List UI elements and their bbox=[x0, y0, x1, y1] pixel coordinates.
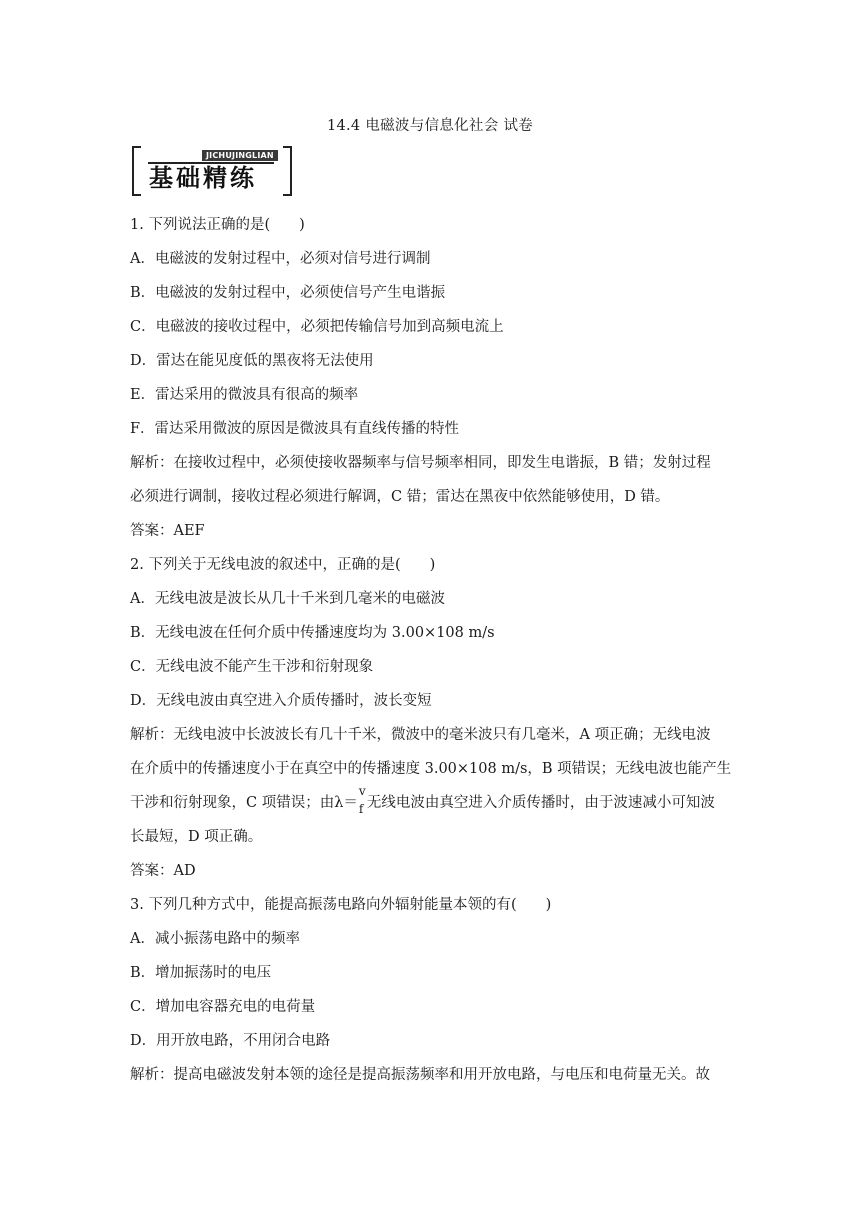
q2-option-d: D．无线电波由真空进入介质传播时，波长变短 bbox=[130, 693, 432, 709]
q3-option-a: A．减小振荡电路中的频率 bbox=[130, 931, 300, 947]
q1-option-d: D．雷达在能见度低的黑夜将无法使用 bbox=[130, 353, 374, 369]
q1-option-b: B．电磁波的发射过程中，必须使信号产生电谐振 bbox=[130, 285, 446, 301]
q2-stem: 2. 下列关于无线电波的叙述中，正确的是( ) bbox=[130, 557, 436, 573]
q1-analysis-line: 必须进行调制，接收过程必须进行解调，C 错；雷达在黑夜中依然能够使用，D 错。 bbox=[130, 489, 670, 505]
document-title: 14.4 电磁波与信息化社会 试卷 bbox=[326, 118, 534, 134]
q1-analysis-line: 解析：在接收过程中，必须使接收器频率与信号频率相同，即发生电谐振，B 错；发射过程 bbox=[130, 455, 711, 471]
q2-analysis-line: 解析：无线电波中长波波长有几十千米，微波中的毫米波只有几毫米，A 项正确；无线电波 bbox=[130, 727, 711, 743]
bracket-left bbox=[132, 146, 141, 196]
q2-answer: 答案：AD bbox=[130, 863, 196, 879]
q3-option-b: B．增加振荡时的电压 bbox=[130, 965, 272, 981]
q2-analysis-text: 干涉和衍射现象，C 项错误；由λ＝ bbox=[130, 795, 358, 811]
q1-option-e: E．雷达采用的微波具有很高的频率 bbox=[130, 387, 359, 403]
q1-option-c: C．电磁波的接收过程中，必须把传输信号加到高频电流上 bbox=[130, 319, 504, 335]
q2-option-c: C．无线电波不能产生干涉和衍射现象 bbox=[130, 659, 374, 675]
banner-pinyin: JICHUJINGLIAN bbox=[202, 150, 278, 161]
q3-option-c: C．增加电容器充电的电荷量 bbox=[130, 999, 316, 1015]
bracket-right bbox=[283, 146, 292, 196]
q1-option-a: A．电磁波的发射过程中，必须对信号进行调制 bbox=[130, 251, 431, 267]
q2-analysis-text: 无线电波由真空进入介质传播时，由于波速减小可知波 bbox=[366, 795, 715, 811]
q1-answer: 答案：AEF bbox=[130, 523, 205, 539]
q2-analysis-line: 在介质中的传播速度小于在真空中的传播速度 3.00×108 m/s，B 项错误；无线电波也能产生 bbox=[130, 761, 732, 777]
fraction-denominator: f bbox=[358, 802, 364, 816]
q3-stem: 3. 下列几种方式中，能提高振荡电路向外辐射能量本领的有( ) bbox=[130, 897, 552, 913]
q3-analysis-line: 解析：提高电磁波发射本领的途径是提高振荡频率和用开放电路，与电压和电荷量无关。故 bbox=[130, 1067, 710, 1083]
wavelength-fraction bbox=[358, 784, 367, 819]
q2-analysis-line: 长最短，D 项正确。 bbox=[130, 829, 263, 845]
question-content bbox=[130, 208, 730, 1092]
q3-option-d: D．用开放电路，不用闭合电路 bbox=[130, 1033, 331, 1049]
banner-heading: 基础精练 bbox=[149, 164, 257, 192]
q2-option-a: A．无线电波是波长从几十千米到几毫米的电磁波 bbox=[130, 591, 445, 607]
q1-stem: 1. 下列说法正确的是( ) bbox=[130, 217, 305, 233]
fraction-numerator: v bbox=[358, 784, 366, 798]
q2-option-b: B．无线电波在任何介质中传播速度均为 3.00×108 m/s bbox=[130, 625, 495, 641]
section-banner bbox=[132, 146, 292, 194]
q2-analysis-line-formula bbox=[130, 786, 730, 820]
q1-option-f: F．雷达采用微波的原因是微波具有直线传播的特性 bbox=[130, 421, 460, 437]
